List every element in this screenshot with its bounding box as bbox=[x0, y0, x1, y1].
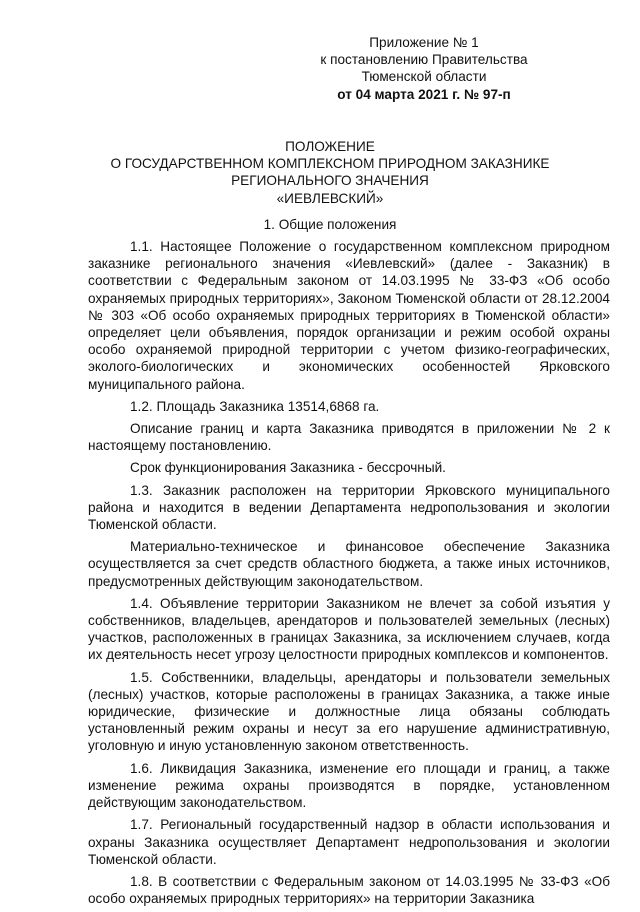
section-heading: 1. Общие положения bbox=[263, 217, 397, 232]
paragraph: Материально-техническое и финансовое обеспечение Заказника осуществляется за счет средств областного бюджета, а также иных источников, предусмотренных действующим законодательством. bbox=[88, 539, 610, 589]
paragraph: 1.5. Собственники, владельцы, арендаторы и пользователи земельных (лесных) участков, которые расположены в границах Заказника, а также иные юридические, физические и должностные лица обязаны соблюдать установленный режим охраны и несут за его нарушение административную, уголовную и иную установленную законом ответственность. bbox=[88, 669, 610, 754]
appendix-region: Тюменской области bbox=[361, 69, 487, 85]
paragraph: Срок функционирования Заказника - бессрочный. bbox=[130, 460, 446, 476]
paragraph: Описание границ и карта Заказника приводятся в приложении № 2 к настоящему постановлению. bbox=[88, 421, 610, 454]
appendix-date: от 04 марта 2021 г. № 97-п bbox=[337, 86, 511, 102]
title-line-3: РЕГИОНАЛЬНОГО ЗНАЧЕНИЯ bbox=[231, 173, 429, 189]
paragraph: 1.4. Объявление территории Заказником не влечет за собой изъятия у собственников, владельцев, арендаторов и пользователей земельных (лесных) участков, расположенных в границах Заказника, за исключением случаев, когда их деятельность несет угрозу целостности природных комплексов и компонентов. bbox=[88, 595, 610, 663]
title-line-2: О ГОСУДАРСТВЕННОМ КОМПЛЕКСНОМ ПРИРОДНОМ ЗАКАЗНИКЕ bbox=[110, 156, 550, 172]
appendix-resolution: к постановлению Правительства bbox=[320, 52, 528, 68]
title-line-1: ПОЛОЖЕНИЕ bbox=[285, 139, 375, 154]
paragraph: 1.2. Площадь Заказника 13514,6868 га. bbox=[130, 398, 380, 414]
appendix-number: Приложение № 1 bbox=[369, 35, 479, 50]
appendix-header bbox=[274, 34, 574, 103]
title-line-4: «ИЕВЛЕВСКИЙ» bbox=[276, 190, 384, 206]
document-title bbox=[90, 138, 570, 207]
paragraph: 1.8. В соответствии с Федеральным законом от 14.03.1995 № 33-ФЗ «Об особо охраняемых природных территориях» на территории Заказника bbox=[88, 873, 610, 907]
paragraph: 1.7. Региональный государственный надзор в области использования и охраны Заказника осуществляет Департамент недропользования и экологии Тюменской области. bbox=[88, 817, 610, 867]
paragraph: 1.6. Ликвидация Заказника, изменение его площади и границ, а также изменение режима охраны производятся в порядке, установленном действующим законодательством. bbox=[88, 760, 610, 811]
document-body bbox=[88, 238, 610, 912]
paragraph: 1.1. Настоящее Положение о государственном комплексном природном заказнике регионального значения «Иевлевский» (далее - Заказник) в соответствии с Федеральным законом от 14.03.1995 № 33-ФЗ «Об особо охраняемых природных территориях», Законом Тюменской области от 28.12.2004 № 303 «Об особо охраняемых природных территориях в Тюменской области» определяет цели объявления, порядок организации и режим особой охраны особо охраняемой природной территории с учетом физико-географических, эколого-биологических и экономических особенностей Ярковского муниципального района. bbox=[88, 239, 610, 392]
paragraph: 1.3. Заказник расположен на территории Ярковского муниципального района и находится в ведении Департамента недропользования и экологии Тюменской области. bbox=[88, 482, 610, 533]
